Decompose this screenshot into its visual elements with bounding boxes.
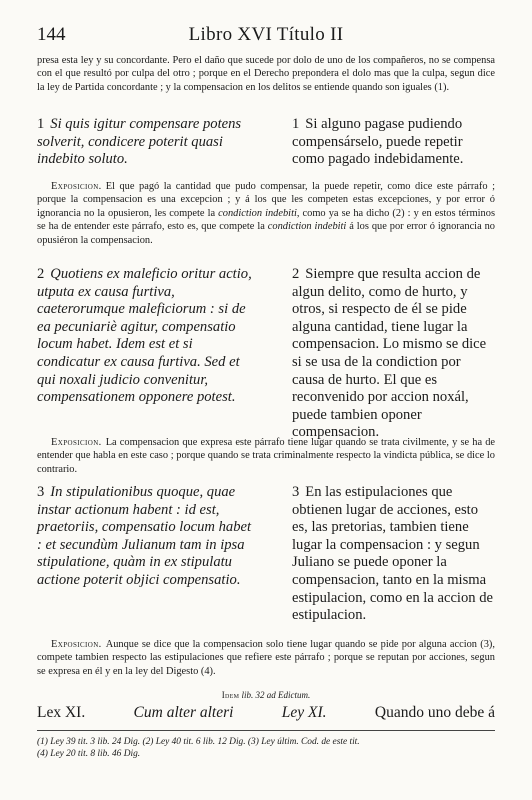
exposition-3 xyxy=(37,638,495,678)
latin-text-2 xyxy=(37,266,259,442)
exposition-2 xyxy=(37,436,495,476)
ley-incipit-spanish: Quando uno debe á xyxy=(374,704,495,721)
latin-passage-3: In stipulationibus quoque, quae instar actionum habent : id est, praetoriis, compensatio locum habet : et secundùm Julianum tam in ipsa stipulatione, quàm in ex stipulatu actione poterit objici compensatio. xyxy=(37,484,252,588)
exposition-text: , como ya se ha dicho (2) : y en estos términos se ha de entender este párrafo, esto es, que compete la xyxy=(37,207,495,233)
spanish-text-1 xyxy=(292,116,495,169)
spanish-passage-3: En las estipulaciones que obtienen lugar de acciones, esto es, las pretorias, tambien tiene lugar la compensacion : y segun Juliano se puede oponer la compensacion, tanto en la misma estipulacion, como en la accion de estipulacion. xyxy=(292,484,493,624)
lex-incipit-latin: Cum alter alteri xyxy=(133,704,234,721)
section-number-latin-3: 3 xyxy=(37,484,45,500)
spanish-passage-2: Siempre que resulta accion de algun delito, como de hurto, y otros, si respecto de él se pide alguna cantidad, tiene lugar la compensacion. Lo mismo se dice si se usa de la condiction por causa de hurto. El que es reconvenido por accion noxál, puede tambien oponer compensacion. xyxy=(292,266,487,441)
section-number-spanish-1: 1 xyxy=(292,116,300,132)
section-number-spanish-2: 2 xyxy=(292,266,300,282)
source-citation xyxy=(0,690,532,700)
footnote-line-2: (4) Ley 20 tit. 8 lib. 46 Dig. xyxy=(37,749,141,759)
page-number: 144 xyxy=(37,24,66,45)
section-2 xyxy=(37,266,495,442)
lex-number-latin: Lex XI. xyxy=(37,704,86,721)
section-3 xyxy=(37,484,495,625)
spanish-text-3 xyxy=(292,484,495,625)
exposition-text: La compensacion que expresa este párrafo tiene lugar quando se trata civilmente, y se ha de entender que habla en este caso ; porque quando se trata criminalmente respecto la vindicta pública, se dice lo contrario. xyxy=(37,437,495,475)
idem-label: Idem xyxy=(221,690,240,700)
latin-text-1 xyxy=(37,116,259,169)
spanish-text-2 xyxy=(292,266,495,442)
intro-paragraph: presa esta ley y su concordante. Pero el daño que sucede por dolo de uno de los compañeros, no se compensa con el que resultó por culpa del otro ; porque en el Derecho prepondera el dolo mas que la culpa, segun dice la ley de Partida concordante ; y la compensacion en los delitos se entiende quando son iguales (1). xyxy=(37,55,495,93)
exposition-1 xyxy=(37,180,495,247)
section-number-spanish-3: 3 xyxy=(292,484,300,500)
latin-passage-2: Quotiens ex maleficio oritur actio, utputa ex causa furtiva, caeterorumque maleficiorum : si de ea pecuniariè agitur, compensatio locum habet. Idem est et si condicatur ex causa furtiva. Sed et qui noxali judicio convenitur, compensationem opponere potest. xyxy=(37,266,252,406)
running-title: Libro XVI Título II xyxy=(188,24,344,45)
section-1 xyxy=(37,116,495,169)
exposition-text: Aunque se dice que la compensacion solo tiene lugar quando se pide por alguna accion (3), compete tambien respecto las estipulaciones que refiere este párrafo ; porque se reputan por acciones, segun se expresa en él y en la ley del Digesto (4). xyxy=(37,639,495,677)
exposition-label: Exposicion. xyxy=(51,437,102,448)
lex-heading xyxy=(37,704,495,722)
latin-passage-1: Si quis igitur compensare potens solverit, condicere poterit quasi indebito soluto. xyxy=(37,116,242,168)
ley-number-spanish: Ley XI. xyxy=(281,704,327,721)
exposition-text: á los que por error ó ignorancia no opusiéron la compensacion. xyxy=(37,221,496,246)
exposition-term: condiction indebiti xyxy=(267,221,347,233)
section-number-latin-1: 1 xyxy=(37,116,45,132)
page-header xyxy=(37,24,495,48)
section-number-latin-2: 2 xyxy=(37,266,45,282)
footnotes xyxy=(37,736,495,760)
exposition-label: Exposicion. xyxy=(51,639,102,650)
exposition-text: El que pagó la cantidad que pudo compensar, la puede repetir, como dice este párrafo ; porque la compensacion es una excepcion ; y á los que les competen estas excepciones, y por error ó ignorancia no la opusieron, les compete la xyxy=(37,181,495,219)
idem-reference: lib. 32 ad Edictum. xyxy=(241,690,311,700)
footnote-divider xyxy=(37,730,495,731)
spanish-passage-1: Si alguno pagase pudiendo compensárselo, puede repetir como pagado indebidamente. xyxy=(292,116,464,168)
latin-text-3 xyxy=(37,484,259,625)
footnote-line-1: (1) Ley 39 tit. 3 lib. 24 Dig. (2) Ley 40 tit. 6 lib. 12 Dig. (3) Ley últim. Cod. de este tit. xyxy=(37,737,360,747)
exposition-label: Exposicion. xyxy=(51,181,102,192)
exposition-term: condiction indebiti xyxy=(218,207,297,219)
